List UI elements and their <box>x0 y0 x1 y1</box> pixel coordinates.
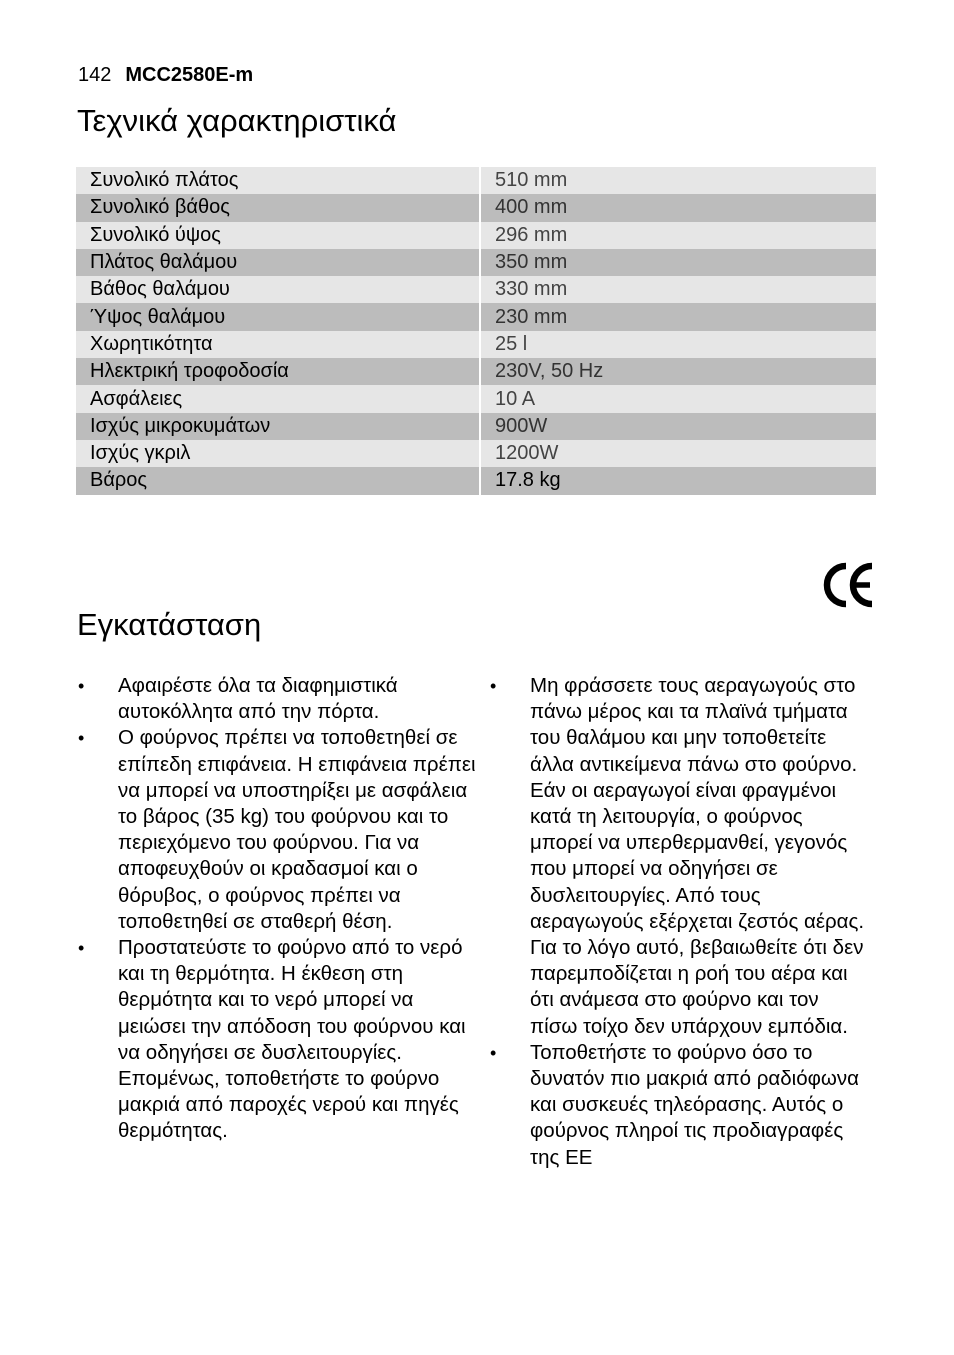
spec-label: Ασφάλειες <box>76 385 480 412</box>
spec-value: 17.8 kg <box>480 467 876 494</box>
installation-heading: Εγκατάσταση <box>77 607 262 642</box>
spec-value: 330 mm <box>480 276 876 303</box>
model-name: MCC2580E-m <box>125 64 254 86</box>
spec-value: 1200W <box>480 440 876 467</box>
list-item <box>490 673 870 1040</box>
list-item <box>78 673 478 725</box>
table-row <box>76 194 876 221</box>
spec-label: Συνολικό πλάτος <box>76 167 480 194</box>
spec-label: Ύψος θαλάμου <box>76 303 480 330</box>
spec-value: 900W <box>480 413 876 440</box>
specs-heading: Τεχνικά χαρακτηριστικά <box>77 103 397 138</box>
spec-label: Βάρος <box>76 467 480 494</box>
table-row <box>76 249 876 276</box>
list-item-text: Τοποθετήστε το φούρνο όσο το δυνατόν πιο μακριά από ραδιόφωνα και συσκευές τηλεόρασης. Αυτός ο φούρνος πληροί τις προδιαγραφές της ΕΕ <box>530 1040 860 1169</box>
list-item-text: Μη φράσσετε τους αεραγωγούς στο πάνω μέρος και τα πλαϊνά τμήματα του θαλάμου και μην τοποθετείτε άλλα αντικείμενα πάνω στο φούρνο. Εάν οι αεραγωγοί είναι φραγμένοι κατά τη λειτουργία, ο φούρνος μπορεί να υπερθερμανθεί, γεγονός που μπορεί να οδηγήσει σε δυσλειτουργίες. Από τους αεραγωγούς εξέρχεται ζεστός αέρας. Για το λόγο αυτό, βεβαιωθείτε ότι δεν παρεμποδίζεται η ροή του αέρα και ότι ανάμεσα στο φούρνο και τον πίσω τοίχο δεν υπάρχουν εμπόδια. <box>530 674 865 1038</box>
page-number: 142 <box>78 64 112 86</box>
list-item-text: Προστατεύστε το φούρνο από το νερό και τη θερμότητα. Η έκθεση στη θερμότητα και το νερό μπορεί να μειώσει την απόδοση του φούρνου και να οδηγήσει σε δυσλειτουργίες. Επομένως, τοποθετήστε το φούρνο μακριά από παροχές νερού και πηγές θερμότητας. <box>118 936 466 1143</box>
table-row <box>76 167 876 194</box>
table-row <box>76 440 876 467</box>
table-row <box>76 413 876 440</box>
spec-value: 400 mm <box>480 194 876 221</box>
spec-value: 510 mm <box>480 167 876 194</box>
spec-value: 10 A <box>480 385 876 412</box>
spec-label: Πλάτος θαλάμου <box>76 249 480 276</box>
spec-value: 350 mm <box>480 249 876 276</box>
ce-mark-icon <box>822 560 876 610</box>
installation-right-column <box>490 673 870 1171</box>
bullet-icon: • <box>78 676 85 696</box>
bullet-icon: • <box>78 938 85 959</box>
page-header <box>78 64 253 87</box>
spec-value: 296 mm <box>480 222 876 249</box>
spec-label: Συνολικό βάθος <box>76 194 480 221</box>
specs-table <box>76 167 876 495</box>
list-item <box>78 935 478 1145</box>
spec-value: 230 mm <box>480 303 876 330</box>
spec-label: Ισχύς γκριλ <box>76 440 480 467</box>
bullet-icon: • <box>490 1042 497 1063</box>
spec-label: Χωρητικότητα <box>76 331 480 358</box>
table-row <box>76 358 876 385</box>
table-row <box>76 303 876 330</box>
table-row <box>76 385 876 412</box>
table-row <box>76 222 876 249</box>
spec-value: 230V, 50 Hz <box>480 358 876 385</box>
list-item <box>490 1040 870 1171</box>
list-item-text: Αφαιρέστε όλα τα διαφημιστικά αυτοκόλλητα από την πόρτα. <box>118 674 398 724</box>
spec-label: Βάθος θαλάμου <box>76 276 480 303</box>
spec-label: Ηλεκτρική τροφοδοσία <box>76 358 480 385</box>
table-row <box>76 467 876 494</box>
spec-value: 25 l <box>480 331 876 358</box>
list-item-text: Ο φούρνος πρέπει να τοποθετηθεί σε επίπεδη επιφάνεια. Η επιφάνεια πρέπει να μπορεί να υποστηρίξει με ασφάλεια το βάρος (35 kg) του φούρνου και το περιεχόμενο του φούρνου. Για να αποφευχθούν οι κραδασμοί και ο θόρυβος, ο φούρνος πρέπει να τοποθετηθεί σε σταθερή θέση. <box>118 726 476 933</box>
table-row <box>76 331 876 358</box>
spec-label: Συνολικό ύψος <box>76 222 480 249</box>
list-item <box>78 725 478 935</box>
table-row <box>76 276 876 303</box>
bullet-icon: • <box>78 728 85 749</box>
spec-label: Ισχύς μικροκυμάτων <box>76 413 480 440</box>
bullet-icon: • <box>490 676 497 696</box>
installation-left-column <box>78 673 478 1145</box>
